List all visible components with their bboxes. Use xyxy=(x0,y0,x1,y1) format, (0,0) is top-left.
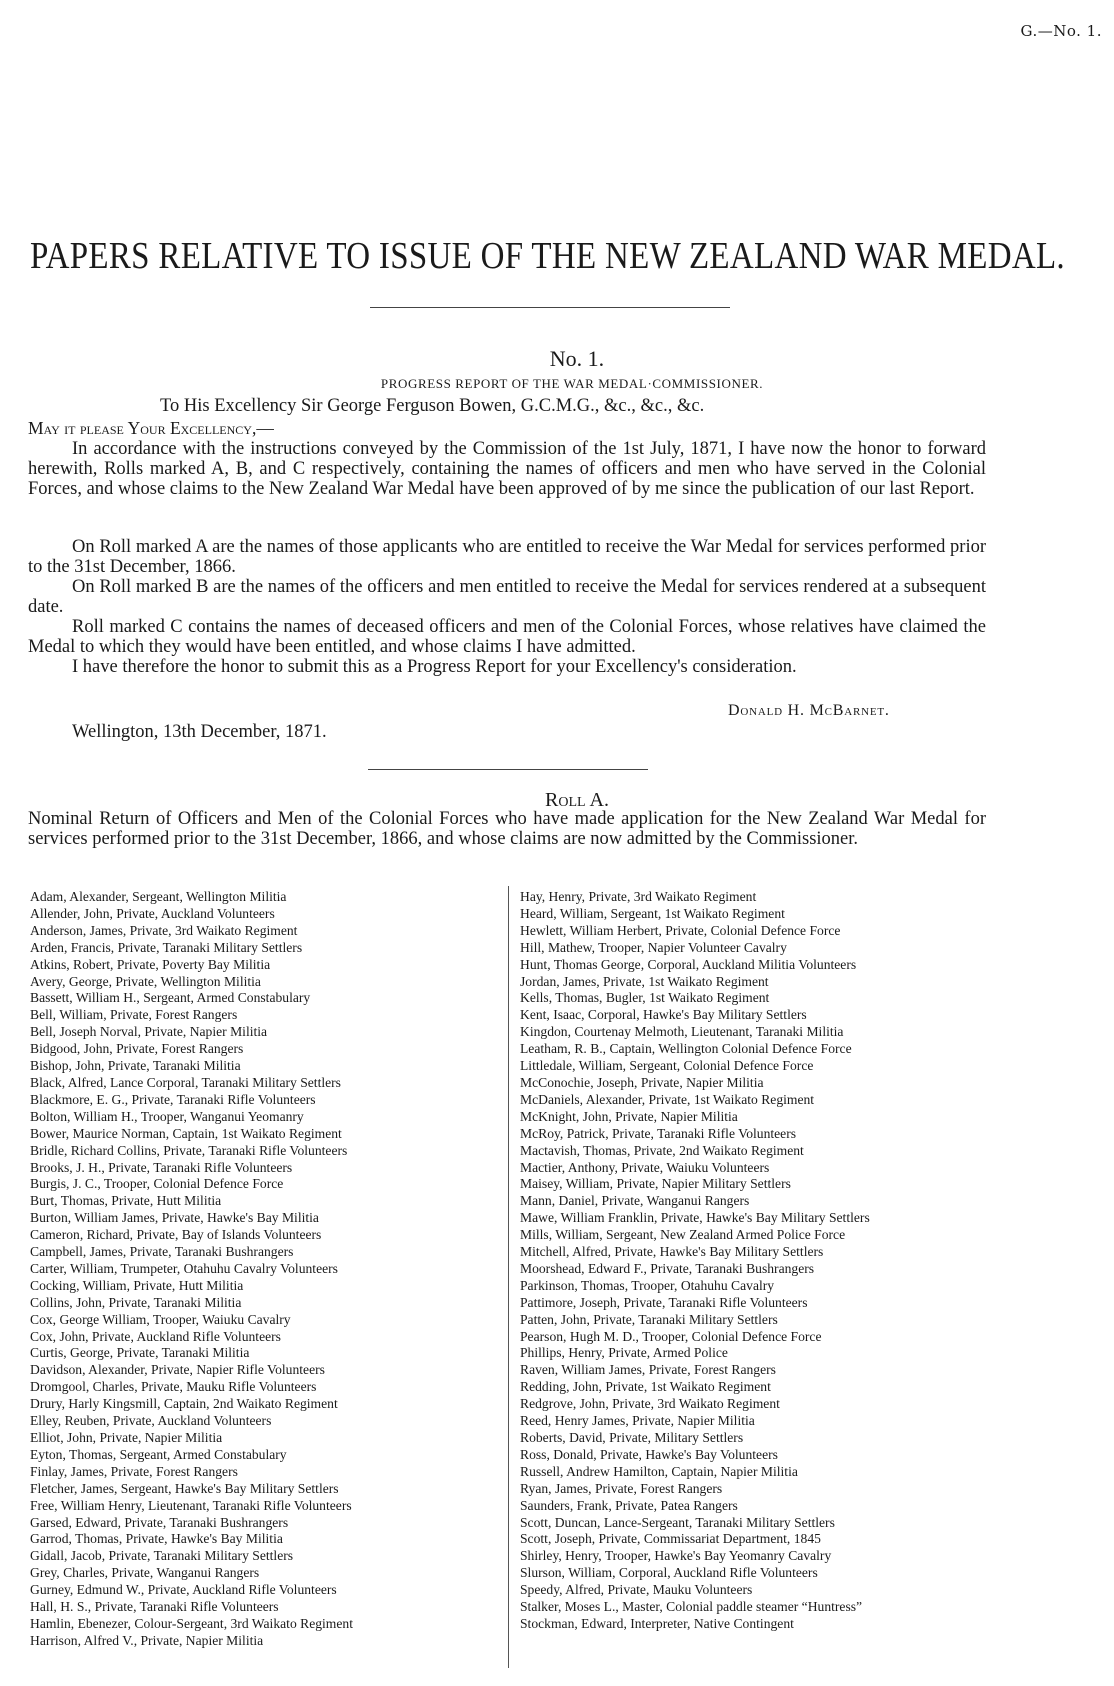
roll-entry: Curtis, George, Private, Taranaki Militia xyxy=(30,1345,250,1361)
roll-entry: Mitchell, Alfred, Private, Hawke's Bay Military Settlers xyxy=(520,1244,824,1260)
roll-entry: Shirley, Henry, Trooper, Hawke's Bay Yeomanry Cavalry xyxy=(520,1548,832,1564)
roll-entry: Hill, Mathew, Trooper, Napier Volunteer Cavalry xyxy=(520,939,787,955)
roll-entry: Heard, William, Sergeant, 1st Waikato Regiment xyxy=(520,905,785,921)
roll-entry: Jordan, James, Private, 1st Waikato Regiment xyxy=(520,973,769,989)
roll-entry: Atkins, Robert, Private, Poverty Bay Militia xyxy=(30,956,271,972)
roll-intro: Nominal Return of Officers and Men of the Colonial Forces who have made application for the New Zealand War Medal for services performed prior to the 31st December, 1866, and whose claims are now admitted by the Commissioner. xyxy=(28,809,986,849)
roll-entry: Black, Alfred, Lance Corporal, Taranaki Military Settlers xyxy=(30,1074,341,1090)
dateline: Wellington, 13th December, 1871. xyxy=(72,722,327,742)
roll-entry: Burgis, J. C., Trooper, Colonial Defence Force xyxy=(30,1176,284,1192)
roll-entry: Redding, John, Private, 1st Waikato Regiment xyxy=(520,1379,771,1395)
roll-entry: Avery, George, Private, Wellington Militia xyxy=(30,973,261,989)
roll-entry: Slurson, William, Corporal, Auckland Rifle Volunteers xyxy=(520,1565,818,1581)
roll-entry: Mactier, Anthony, Private, Waiuku Volunteers xyxy=(520,1159,770,1175)
roll-entry: Collins, John, Private, Taranaki Militia xyxy=(30,1294,242,1310)
paragraph: In accordance with the instructions conveyed by the Commission of the 1st July, 1871, I have now the honor to forward herewith, Rolls marked A, B, and C respectively, containing the names of officers and men who have served in the Colonial Forces, and whose claims to the New Zealand War Medal have been approved of by me since the publication of our last Report. xyxy=(28,439,986,499)
salutation: May it please Your Excellency,— xyxy=(28,418,274,438)
roll-entry: Burt, Thomas, Private, Hutt Militia xyxy=(30,1193,222,1209)
roll-heading: Roll A. xyxy=(545,789,609,811)
roll-entry: Bell, Joseph Norval, Private, Napier Militia xyxy=(30,1024,268,1040)
roll-entry: Roberts, David, Private, Military Settlers xyxy=(520,1430,744,1445)
roll-entry: Cameron, Richard, Private, Bay of Islands Volunteers xyxy=(30,1227,322,1243)
roll-entry: Garrod, Thomas, Private, Hawke's Bay Militia xyxy=(30,1531,283,1547)
roll-entry: Scott, Joseph, Private, Commissariat Department, 1845 xyxy=(520,1531,821,1547)
roll-entry: Fletcher, James, Sergeant, Hawke's Bay Military Settlers xyxy=(30,1480,339,1496)
roll-entry: Davidson, Alexander, Private, Napier Rifle Volunteers xyxy=(30,1362,325,1378)
roll-entry: Bridle, Richard Collins, Private, Taranaki Rifle Volunteers xyxy=(30,1142,348,1158)
roll-entry: Kells, Thomas, Bugler, 1st Waikato Regiment xyxy=(520,990,770,1006)
roll-entry: Hamlin, Ebenezer, Colour-Sergeant, 3rd Waikato Regiment xyxy=(30,1615,353,1631)
roll-entry: Campbell, James, Private, Taranaki Bushrangers xyxy=(30,1244,294,1260)
roll-entry: Speedy, Alfred, Private, Mauku Volunteers xyxy=(520,1582,753,1598)
roll-entry: Bower, Maurice Norman, Captain, 1st Waikato Regiment xyxy=(30,1125,342,1141)
roll-entry: Hunt, Thomas George, Corporal, Auckland Militia Volunteers xyxy=(520,956,857,972)
roll-entry: Stalker, Moses L., Master, Colonial paddle steamer “Huntress” xyxy=(520,1599,863,1615)
roll-entry: Ross, Donald, Private, Hawke's Bay Volunteers xyxy=(520,1446,778,1462)
roll-entry: Brooks, J. H., Private, Taranaki Rifle Volunteers xyxy=(30,1159,293,1175)
roll-entry: Eyton, Thomas, Sergeant, Armed Constabulary xyxy=(30,1446,287,1462)
roll-entry: Littledale, William, Sergeant, Colonial Defence Force xyxy=(520,1058,814,1074)
roll-entry: Pearson, Hugh M. D., Trooper, Colonial Defence Force xyxy=(520,1328,822,1344)
roll-entry: Burton, William James, Private, Hawke's Bay Militia xyxy=(30,1210,319,1226)
paragraph: Roll marked C contains the names of deceased officers and men of the Colonial Forces, whose relatives have claimed the Medal to which they would have been entitled, and whose claims I have admitted. xyxy=(28,617,986,657)
roll-entry: Hall, H. S., Private, Taranaki Rifle Volunteers xyxy=(30,1599,279,1615)
addressee: To His Excellency Sir George Ferguson Bowen, G.C.M.G., &c., &c., &c. xyxy=(160,396,705,416)
roll-entry: Finlay, James, Private, Forest Rangers xyxy=(30,1463,238,1479)
roll-entry: Maisey, William, Private, Napier Military Settlers xyxy=(520,1176,791,1192)
roll-left-column xyxy=(30,889,500,1650)
roll-entry: Kent, Isaac, Corporal, Hawke's Bay Military Settlers xyxy=(520,1007,807,1023)
roll-right-column xyxy=(520,889,1010,1633)
roll-entry: Bidgood, John, Private, Forest Rangers xyxy=(30,1041,244,1057)
roll-entry: McConochie, Joseph, Private, Napier Militia xyxy=(520,1074,764,1090)
roll-entry: Cox, George William, Trooper, Waiuku Cavalry xyxy=(30,1311,291,1327)
roll-entry: Harrison, Alfred V., Private, Napier Militia xyxy=(30,1632,264,1648)
roll-entry: Adam, Alexander, Sergeant, Wellington Militia xyxy=(30,889,287,904)
roll-entry: Free, William Henry, Lieutenant, Taranaki Rifle Volunteers xyxy=(30,1497,352,1513)
paragraph: On Roll marked A are the names of those applicants who are entitled to receive the War Medal for services performed prior to the 31st December, 1866. xyxy=(28,537,986,577)
roll-entry: Arden, Francis, Private, Taranaki Military Settlers xyxy=(30,939,303,955)
roll-entry: Pattimore, Joseph, Private, Taranaki Rifle Volunteers xyxy=(520,1294,808,1310)
roll-entry: Reed, Henry James, Private, Napier Militia xyxy=(520,1413,755,1429)
paragraph: I have therefore the honor to submit this as a Progress Report for your Excellency's consideration. xyxy=(72,657,797,677)
roll-entry: Elliot, John, Private, Napier Militia xyxy=(30,1430,223,1445)
roll-entry: Dromgool, Charles, Private, Mauku Rifle Volunteers xyxy=(30,1379,317,1395)
roll-entry: Leatham, R. B., Captain, Wellington Colonial Defence Force xyxy=(520,1041,852,1057)
signature: Donald H. McBarnet. xyxy=(728,702,890,719)
roll-entry: Redgrove, John, Private, 3rd Waikato Regiment xyxy=(520,1396,780,1412)
roll-entry: Elley, Reuben, Private, Auckland Volunteers xyxy=(30,1413,272,1429)
roll-entry: McDaniels, Alexander, Private, 1st Waikato Regiment xyxy=(520,1091,815,1107)
roll-entry: Blackmore, E. G., Private, Taranaki Rifle Volunteers xyxy=(30,1091,316,1107)
roll-entry: Anderson, James, Private, 3rd Waikato Regiment xyxy=(30,922,298,938)
roll-entry: Bassett, William H., Sergeant, Armed Constabulary xyxy=(30,990,311,1006)
roll-entry: Raven, William James, Private, Forest Rangers xyxy=(520,1362,776,1378)
roll-entry: Phillips, Henry, Private, Armed Police xyxy=(520,1345,728,1361)
document-number: No. 1. xyxy=(549,346,605,371)
roll-entry: Gidall, Jacob, Private, Taranaki Military Settlers xyxy=(30,1548,294,1564)
roll-entry: Drury, Harly Kingsmill, Captain, 2nd Waikato Regiment xyxy=(30,1396,338,1412)
column-divider xyxy=(508,886,509,1668)
roll-entry: Cox, John, Private, Auckland Rifle Volunteers xyxy=(30,1328,281,1344)
paragraph: On Roll marked B are the names of the officers and men entitled to receive the Medal for services rendered at a subsequent date. xyxy=(28,577,986,617)
roll-entry: Hay, Henry, Private, 3rd Waikato Regiment xyxy=(520,889,757,904)
roll-entry: Parkinson, Thomas, Trooper, Otahuhu Cavalry xyxy=(520,1277,775,1293)
report-title: PROGRESS REPORT OF THE WAR MEDAL·COMMISSIONER. xyxy=(380,376,764,391)
roll-entry: Stockman, Edward, Interpreter, Native Contingent xyxy=(520,1615,794,1631)
roll-entry: Grey, Charles, Private, Wanganui Rangers xyxy=(30,1565,260,1581)
roll-entry: Allender, John, Private, Auckland Volunteers xyxy=(30,905,275,921)
roll-entry: McRoy, Patrick, Private, Taranaki Rifle Volunteers xyxy=(520,1125,797,1141)
roll-entry: Mann, Daniel, Private, Wanganui Rangers xyxy=(520,1193,750,1209)
roll-entry: Bell, William, Private, Forest Rangers xyxy=(30,1007,238,1023)
roll-entry: Garsed, Edward, Private, Taranaki Bushrangers xyxy=(30,1514,289,1530)
divider xyxy=(370,307,730,308)
roll-entry: Scott, Duncan, Lance-Sergeant, Taranaki Military Settlers xyxy=(520,1514,835,1530)
roll-entry: Gurney, Edmund W., Private, Auckland Rifle Volunteers xyxy=(30,1582,337,1598)
roll-entry: Cocking, William, Private, Hutt Militia xyxy=(30,1277,244,1293)
roll-entry: Mills, William, Sergeant, New Zealand Armed Police Force xyxy=(520,1227,846,1243)
roll-entry: Bolton, William H., Trooper, Wanganui Yeomanry xyxy=(30,1108,304,1124)
roll-entry: Russell, Andrew Hamilton, Captain, Napier Militia xyxy=(520,1463,798,1479)
roll-entry: Mactavish, Thomas, Private, 2nd Waikato Regiment xyxy=(520,1142,804,1158)
roll-entry: Ryan, James, Private, Forest Rangers xyxy=(520,1480,723,1496)
roll-entry: Patten, John, Private, Taranaki Military Settlers xyxy=(520,1311,778,1327)
roll-entry: Bishop, John, Private, Taranaki Militia xyxy=(30,1058,241,1074)
roll-entry: Kingdon, Courtenay Melmoth, Lieutenant, Taranaki Militia xyxy=(520,1024,844,1040)
roll-entry: Mawe, William Franklin, Private, Hawke's Bay Military Settlers xyxy=(520,1210,870,1226)
document-reference: G.—No. 1. xyxy=(1020,22,1102,40)
roll-entry: Carter, William, Trumpeter, Otahuhu Cavalry Volunteers xyxy=(30,1260,338,1276)
page-title: PAPERS RELATIVE TO ISSUE OF THE NEW ZEALAND WAR MEDAL. xyxy=(30,236,1065,278)
roll-entry: Moorshead, Edward F., Private, Taranaki Bushrangers xyxy=(520,1260,815,1276)
roll-entry: Hewlett, William Herbert, Private, Colonial Defence Force xyxy=(520,922,841,938)
divider xyxy=(368,769,648,770)
roll-entry: McKnight, John, Private, Napier Militia xyxy=(520,1108,738,1124)
roll-entry: Saunders, Frank, Private, Patea Rangers xyxy=(520,1497,738,1513)
